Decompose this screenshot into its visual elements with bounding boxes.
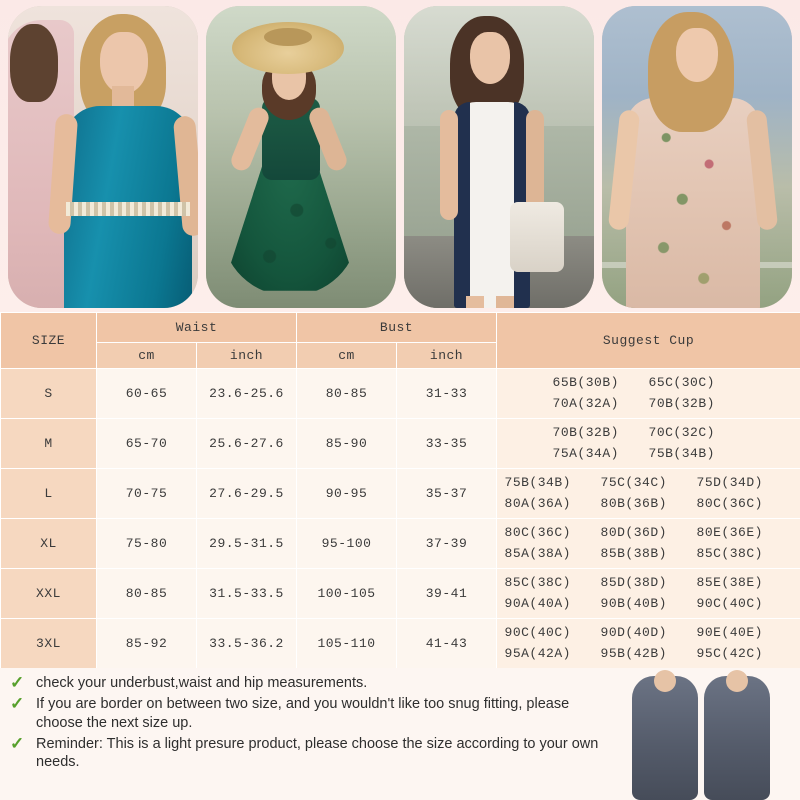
cell-bust-inch: 39-41 bbox=[397, 569, 497, 619]
header-waist: Waist bbox=[97, 313, 297, 343]
table-row bbox=[1, 369, 800, 419]
header-suggest-cup: Suggest Cup bbox=[497, 313, 800, 369]
cup-line-1 bbox=[497, 423, 800, 444]
cell-size: XXL bbox=[1, 569, 97, 619]
cup-value: 85E(38E) bbox=[696, 574, 763, 590]
cup-value: 70C(32C) bbox=[648, 424, 715, 440]
cup-value: 65B(30B) bbox=[552, 374, 619, 390]
header-bust-inch: inch bbox=[397, 343, 497, 369]
cup-line-2 bbox=[497, 644, 800, 665]
model-right-leg bbox=[496, 296, 514, 308]
cell-bust-inch: 31-33 bbox=[397, 369, 497, 419]
photo-strip bbox=[0, 0, 800, 312]
cup-value: 75B(34B) bbox=[648, 445, 715, 461]
hat-band bbox=[264, 28, 312, 46]
cell-bust-cm: 105-110 bbox=[297, 619, 397, 669]
model-left-arm bbox=[440, 110, 458, 220]
cup-value: 85D(38D) bbox=[600, 574, 667, 590]
cell-waist-cm: 85-92 bbox=[97, 619, 197, 669]
check-icon: ✓ bbox=[10, 733, 25, 753]
note-item bbox=[10, 695, 600, 733]
cup-line-2 bbox=[497, 444, 800, 465]
cup-value: 80B(36B) bbox=[600, 495, 667, 511]
model-face bbox=[470, 32, 510, 84]
cup-value: 95A(42A) bbox=[504, 645, 571, 661]
table-header-row-main bbox=[1, 313, 800, 343]
cell-waist-cm: 60-65 bbox=[97, 369, 197, 419]
cup-value: 75C(34C) bbox=[600, 474, 667, 490]
note-text: Reminder: This is a light presure product, please choose the size according to your own needs. bbox=[36, 735, 599, 771]
cell-bust-cm: 90-95 bbox=[297, 469, 397, 519]
nude-embroidered-gown-photo bbox=[602, 6, 792, 308]
cup-value: 90A(40A) bbox=[504, 595, 571, 611]
cup-value: 70A(32A) bbox=[552, 395, 619, 411]
cell-bust-cm: 85-90 bbox=[297, 419, 397, 469]
bodycon-dress-pair-photo bbox=[604, 668, 794, 800]
note-text: check your underbust,waist and hip measurements. bbox=[36, 675, 368, 691]
header-bust-cm: cm bbox=[297, 343, 397, 369]
cup-value: 65C(30C) bbox=[648, 374, 715, 390]
cell-waist-cm: 75-80 bbox=[97, 519, 197, 569]
model-right-arm bbox=[526, 110, 544, 210]
handbag-icon bbox=[510, 202, 564, 272]
table-row bbox=[1, 469, 800, 519]
model-face bbox=[676, 28, 718, 82]
cell-waist-cm: 70-75 bbox=[97, 469, 197, 519]
cell-bust-cm: 95-100 bbox=[297, 519, 397, 569]
cup-line-2 bbox=[497, 394, 800, 415]
cup-value: 90E(40E) bbox=[696, 624, 763, 640]
cup-value: 85B(38B) bbox=[600, 545, 667, 561]
cup-line-1 bbox=[497, 373, 800, 394]
table-row bbox=[1, 619, 800, 669]
cup-value: 95C(42C) bbox=[696, 645, 763, 661]
model-face bbox=[100, 32, 148, 94]
cell-suggest-cup bbox=[497, 619, 800, 669]
note-text: If you are border on between two size, and you wouldn't like too snug fitting, please choose the next size up. bbox=[36, 695, 570, 731]
cell-bust-cm: 100-105 bbox=[297, 569, 397, 619]
cup-line-1 bbox=[497, 573, 800, 594]
size-table bbox=[0, 312, 800, 669]
check-icon: ✓ bbox=[10, 693, 25, 713]
cup-value: 70B(32B) bbox=[648, 395, 715, 411]
header-size: SIZE bbox=[1, 313, 97, 369]
cup-line-2 bbox=[497, 544, 800, 565]
cell-suggest-cup bbox=[497, 469, 800, 519]
cell-bust-inch: 35-37 bbox=[397, 469, 497, 519]
cell-suggest-cup bbox=[497, 569, 800, 619]
cell-bust-cm: 80-85 bbox=[297, 369, 397, 419]
teal-satin-dress-photo bbox=[8, 6, 198, 308]
cup-value: 85A(38A) bbox=[504, 545, 571, 561]
check-icon: ✓ bbox=[10, 673, 25, 692]
mini-model-head-left bbox=[654, 670, 676, 692]
cell-suggest-cup bbox=[497, 519, 800, 569]
note-item bbox=[10, 735, 600, 773]
beaded-belt bbox=[66, 202, 190, 216]
cell-waist-cm: 65-70 bbox=[97, 419, 197, 469]
cup-value: 75B(34B) bbox=[504, 474, 571, 490]
cell-size: M bbox=[1, 419, 97, 469]
cell-waist-inch: 27.6-29.5 bbox=[197, 469, 297, 519]
cup-value: 75A(34A) bbox=[552, 445, 619, 461]
cell-size: XL bbox=[1, 519, 97, 569]
mini-model-head-right bbox=[726, 670, 748, 692]
cell-waist-inch: 23.6-25.6 bbox=[197, 369, 297, 419]
header-bust: Bust bbox=[297, 313, 497, 343]
cup-line-1 bbox=[497, 623, 800, 644]
cell-waist-inch: 31.5-33.5 bbox=[197, 569, 297, 619]
cell-size: S bbox=[1, 369, 97, 419]
cup-value: 80C(36C) bbox=[504, 524, 571, 540]
header-waist-inch: inch bbox=[197, 343, 297, 369]
cup-line-2 bbox=[497, 494, 800, 515]
cell-suggest-cup bbox=[497, 419, 800, 469]
cup-value: 95B(42B) bbox=[600, 645, 667, 661]
cup-line-1 bbox=[497, 523, 800, 544]
table-row bbox=[1, 519, 800, 569]
cup-line-1 bbox=[497, 473, 800, 494]
cell-waist-inch: 25.6-27.6 bbox=[197, 419, 297, 469]
cell-bust-inch: 37-39 bbox=[397, 519, 497, 569]
cup-value: 80D(36D) bbox=[600, 524, 667, 540]
size-table-wrapper bbox=[0, 312, 800, 669]
cell-bust-inch: 41-43 bbox=[397, 619, 497, 669]
mini-dress-right bbox=[704, 676, 770, 800]
cell-size: L bbox=[1, 469, 97, 519]
cell-waist-inch: 33.5-36.2 bbox=[197, 619, 297, 669]
cell-size: 3XL bbox=[1, 619, 97, 669]
header-waist-cm: cm bbox=[97, 343, 197, 369]
cell-suggest-cup bbox=[497, 369, 800, 419]
note-item bbox=[10, 674, 600, 693]
green-lace-dress-photo bbox=[206, 6, 396, 308]
cup-value: 80C(36C) bbox=[696, 495, 763, 511]
cup-line-2 bbox=[497, 594, 800, 615]
cup-value: 80E(36E) bbox=[696, 524, 763, 540]
cup-value: 90D(40D) bbox=[600, 624, 667, 640]
white-navy-dress-photo bbox=[404, 6, 594, 308]
cell-waist-cm: 80-85 bbox=[97, 569, 197, 619]
cup-value: 80A(36A) bbox=[504, 495, 571, 511]
cell-waist-inch: 29.5-31.5 bbox=[197, 519, 297, 569]
cup-value: 90B(40B) bbox=[600, 595, 667, 611]
cup-value: 90C(40C) bbox=[504, 624, 571, 640]
cup-value: 75D(34D) bbox=[696, 474, 763, 490]
cup-value: 90C(40C) bbox=[696, 595, 763, 611]
mini-dress-left bbox=[632, 676, 698, 800]
cup-value: 70B(32B) bbox=[552, 424, 619, 440]
cup-value: 85C(38C) bbox=[696, 545, 763, 561]
background-figure-hair bbox=[10, 24, 58, 102]
cell-bust-inch: 33-35 bbox=[397, 419, 497, 469]
model-left-leg bbox=[466, 296, 484, 308]
table-row bbox=[1, 419, 800, 469]
table-row bbox=[1, 569, 800, 619]
cup-value: 85C(38C) bbox=[504, 574, 571, 590]
